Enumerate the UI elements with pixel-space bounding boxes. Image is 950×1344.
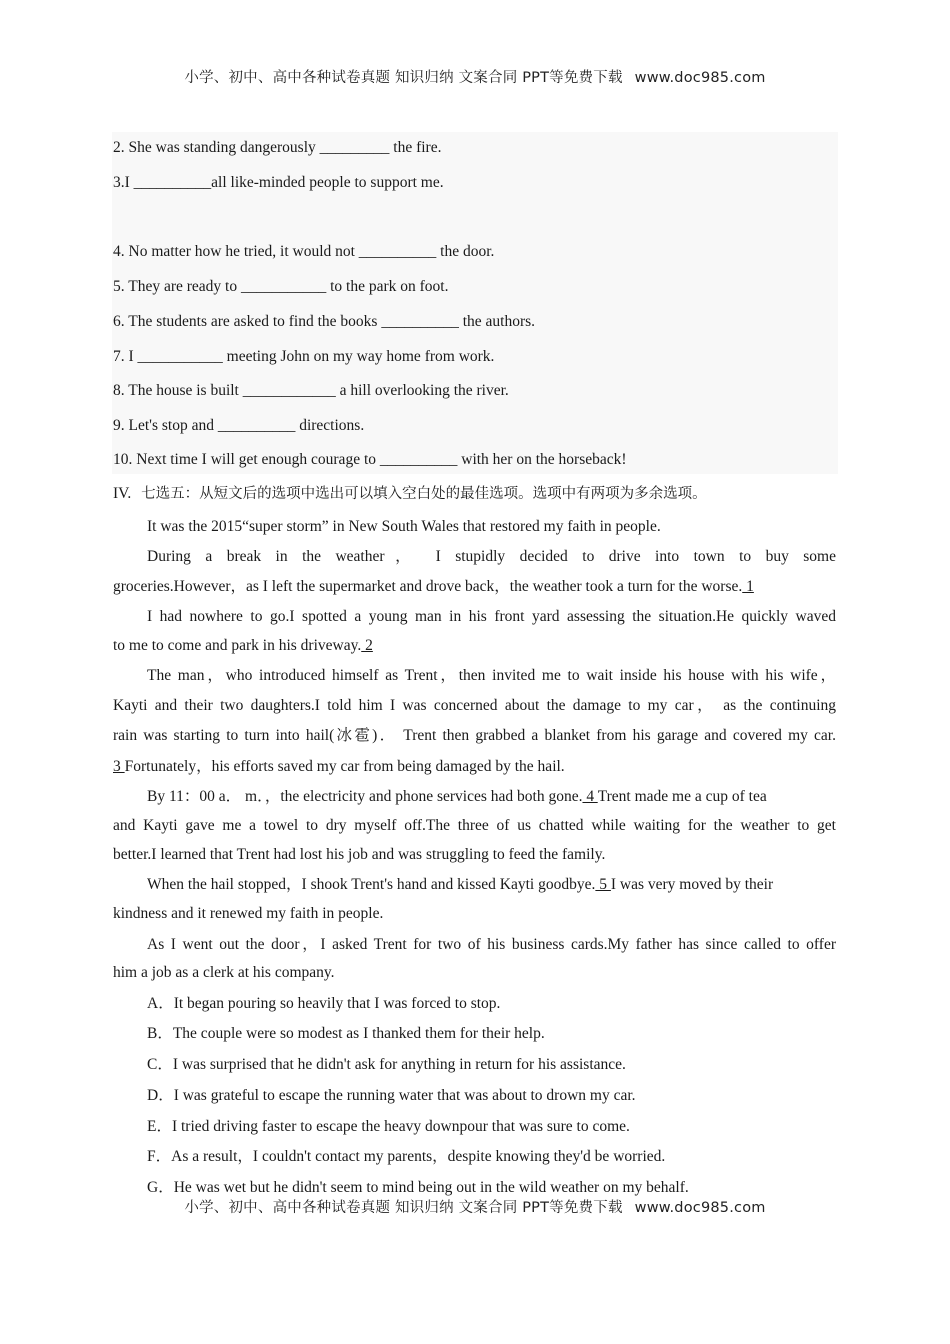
passage-p2-line2 <box>113 577 754 597</box>
passage-p5-line1 <box>147 787 767 807</box>
footer-text: 小学、初中、高中各种试卷真题 知识归纳 文案合同 PPT等免费下载 <box>184 1200 623 1216</box>
exercise-9: 9. Let's stop and __________ directions. <box>113 417 365 434</box>
passage-p3-text: to me to come and park in his driveway. <box>113 637 362 654</box>
option-b: B．The couple were so modest as I thanked them for their help. <box>147 1025 545 1042</box>
passage-p6-text-a: When the hail stopped，I shook Trent's hand and kissed Kayti goodbye. <box>147 876 596 893</box>
header-url[interactable]: www.doc985.com <box>634 70 766 86</box>
passage-p5-line3: better.I learned that Trent had lost his job and was struggling to feed the family. <box>113 846 606 863</box>
blank-2: 2 <box>361 637 373 654</box>
option-c: C．I was surprised that he didn't ask for anything in return for his assistance. <box>147 1056 626 1073</box>
passage-p6-text-b: I was very moved by their <box>610 876 774 893</box>
passage-p4-line3: rain was starting to turn into hail(冰雹)． Trent then grabbed a blanket from his garage and covered my car. <box>113 727 836 744</box>
exercise-2: 2. She was standing dangerously _________ the fire. <box>113 139 442 156</box>
footer-url[interactable]: www.doc985.com <box>634 1200 766 1216</box>
header-text: 小学、初中、高中各种试卷真题 知识归纳 文案合同 PPT等免费下载 <box>184 70 623 86</box>
passage-p4-line2: Kayti and their two daughters.I told him I was concerned about the damage to my car， as the continuing <box>113 697 836 714</box>
section-number: IV. <box>113 485 132 502</box>
passage-p3-line1: I had nowhere to go.I spotted a young man in his front yard assessing the situation.He quickly waved <box>147 608 836 625</box>
exercise-5: 5. They are ready to ___________ to the park on foot. <box>113 278 449 295</box>
passage-p1: It was the 2015“super storm” in New South Wales that restored my faith in people. <box>147 518 661 535</box>
passage-p4-line1: The man，who introduced himself as Trent，then invited me to wait inside his house with his wife， <box>147 667 836 684</box>
option-e: E．I tried driving faster to escape the heavy downpour that was sure to come. <box>147 1118 630 1135</box>
blank-4: 4 <box>582 788 598 805</box>
passage-p6-line1 <box>147 875 773 895</box>
exercise-3: 3.I __________all like-minded people to support me. <box>113 174 444 191</box>
section-title: 七选五：从短文后的选项中选出可以填入空白处的最佳选项。选项中有两项为多余选项。 <box>141 486 707 502</box>
passage-p3-line2 <box>113 636 373 656</box>
exercise-6: 6. The students are asked to find the books __________ the authors. <box>113 313 536 330</box>
passage-p7-line2: him a job as a clerk at his company. <box>113 964 335 981</box>
blank-5: 5 <box>595 876 611 893</box>
passage-p2-text: groceries.However，as I left the supermarket and drove back，the weather took a turn for the worse. <box>113 578 743 595</box>
page-header <box>0 66 950 87</box>
page-footer <box>0 1196 950 1217</box>
passage-p5-line2: and Kayti gave me a towel to dry myself off.The three of us chatted while waiting for the weather to get <box>113 817 836 834</box>
passage-p4-line4 <box>113 757 565 777</box>
section-heading <box>113 484 707 504</box>
passage-p4-text: Fortunately，his efforts saved my car from being damaged by the hail. <box>124 758 565 775</box>
option-a: A．It began pouring so heavily that I was forced to stop. <box>147 995 501 1012</box>
exercise-8: 8. The house is built ____________ a hill overlooking the river. <box>113 382 509 399</box>
passage-p6-line2: kindness and it renewed my faith in people. <box>113 905 384 922</box>
exercise-4: 4. No matter how he tried, it would not __________ the door. <box>113 243 495 260</box>
passage-p7-line1: As I went out the door，I asked Trent for two of his business cards.My father has since called to offer <box>147 936 836 953</box>
option-f: F．As a result，I couldn't contact my parents，despite knowing they'd be worried. <box>147 1148 666 1165</box>
option-g: G．He was wet but he didn't seem to mind being out in the wild weather on my behalf. <box>147 1179 689 1196</box>
blank-1: 1 <box>742 578 754 595</box>
exercise-7: 7. I ___________ meeting John on my way home from work. <box>113 348 495 365</box>
passage-p5-text-b: Trent made me a cup of tea <box>597 788 767 805</box>
passage-p5-text-a: By 11：00 a． m．，the electricity and phone services had both gone. <box>147 788 583 805</box>
exercise-10: 10. Next time I will get enough courage to __________ with her on the horseback! <box>113 451 627 468</box>
blank-3: 3 <box>113 758 125 775</box>
option-d: D．I was grateful to escape the running water that was about to drown my car. <box>147 1087 636 1104</box>
passage-p2-line1: During a break in the weather， I stupidly decided to drive into town to buy some <box>147 548 836 565</box>
